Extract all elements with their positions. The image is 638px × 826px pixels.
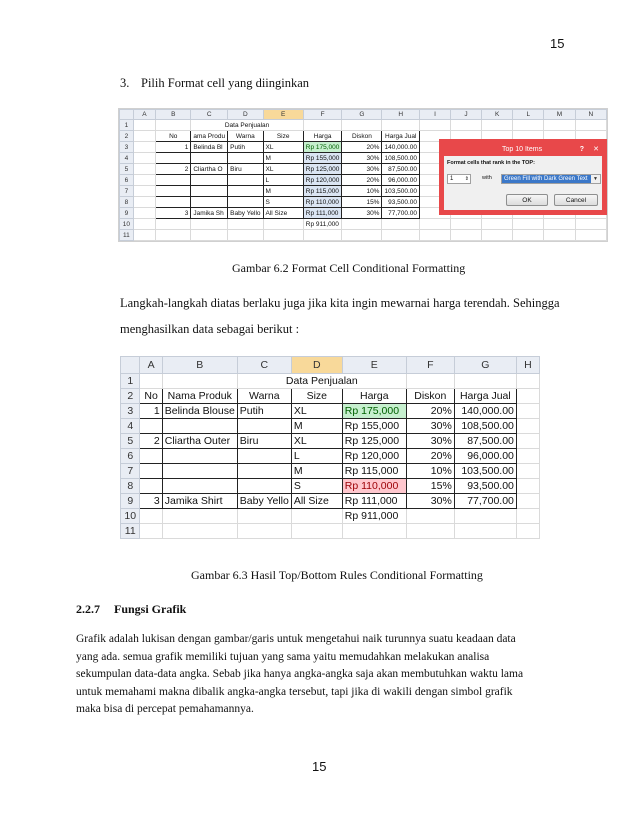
cell[interactable]: 15% bbox=[342, 197, 382, 208]
row-number[interactable]: 8 bbox=[120, 197, 134, 208]
cell[interactable]: 1 bbox=[140, 404, 162, 419]
column-header-n[interactable]: N bbox=[575, 110, 606, 120]
column-header-k[interactable]: K bbox=[482, 110, 513, 120]
table-title[interactable]: Data Penjualan bbox=[237, 374, 406, 389]
cell[interactable]: Rp 120,000 bbox=[342, 449, 406, 464]
row-number[interactable]: 1 bbox=[121, 374, 140, 389]
cell[interactable] bbox=[140, 464, 162, 479]
page-number-bottom: 15 bbox=[312, 759, 327, 774]
cell[interactable]: All Size bbox=[291, 494, 342, 509]
row-number[interactable]: 8 bbox=[121, 479, 140, 494]
cell[interactable] bbox=[191, 197, 228, 208]
cell[interactable]: L bbox=[263, 175, 303, 186]
cell[interactable] bbox=[162, 464, 237, 479]
cell[interactable]: 108,500.00 bbox=[382, 153, 420, 164]
rank-value: 1 bbox=[450, 176, 454, 182]
row-number[interactable]: 4 bbox=[120, 153, 134, 164]
rank-spinner[interactable] bbox=[447, 174, 471, 184]
cell-bottom-highlight[interactable]: Rp 110,000 bbox=[342, 479, 406, 494]
total-cell[interactable]: Rp 911,000 bbox=[303, 219, 342, 230]
cell[interactable]: 1 bbox=[156, 142, 191, 153]
cell[interactable] bbox=[156, 175, 191, 186]
cell[interactable]: 20% bbox=[342, 175, 382, 186]
dialog-title: Top 10 Items bbox=[502, 146, 543, 153]
top-10-items-dialog bbox=[439, 139, 607, 215]
cell[interactable] bbox=[162, 419, 237, 434]
cell[interactable]: 10% bbox=[406, 464, 454, 479]
cell[interactable]: Biru bbox=[237, 434, 291, 449]
paragraph-1-line-2: menghasilkan data sebagai berikut : bbox=[120, 322, 300, 336]
cell[interactable]: 30% bbox=[342, 208, 382, 219]
dialog-prompt: Format cells that rank in the TOP: bbox=[447, 160, 535, 166]
paragraph-2 bbox=[76, 631, 576, 719]
cell[interactable]: Rp 111,000 bbox=[342, 494, 406, 509]
cell[interactable]: 20% bbox=[406, 449, 454, 464]
cell-top-highlight[interactable]: Rp 175,000 bbox=[303, 142, 342, 153]
column-header-g[interactable]: G bbox=[342, 110, 382, 120]
row-number[interactable]: 3 bbox=[120, 142, 134, 153]
cell[interactable] bbox=[237, 464, 291, 479]
cell[interactable]: 87,500.00 bbox=[454, 434, 516, 449]
header-cell[interactable]: Nama Produk bbox=[162, 389, 237, 404]
cell[interactable]: Baby Yello bbox=[237, 494, 291, 509]
format-select[interactable] bbox=[501, 174, 601, 184]
column-header-b[interactable]: B bbox=[156, 110, 191, 120]
format-value: Green Fill with Dark Green Text bbox=[504, 176, 588, 182]
cell[interactable] bbox=[140, 479, 162, 494]
cell[interactable] bbox=[228, 153, 263, 164]
header-cell[interactable]: Diskon bbox=[406, 389, 454, 404]
cell[interactable]: 108,500.00 bbox=[454, 419, 516, 434]
cell-selected[interactable]: Rp 115,000 bbox=[303, 186, 342, 197]
row-number[interactable]: 3 bbox=[121, 404, 140, 419]
header-cell[interactable]: No bbox=[156, 131, 191, 142]
cell-selected[interactable]: Rp 125,000 bbox=[303, 164, 342, 175]
header-cell[interactable]: Size bbox=[263, 131, 303, 142]
row-number[interactable]: 10 bbox=[121, 509, 140, 524]
step-text: Pilih Format cell yang diinginkan bbox=[141, 76, 310, 90]
paragraph-2-line: untuk memahami makna dibalik angka-angka tersebut, tapi jika di wakili dengan simbol grafik bbox=[76, 685, 513, 698]
cell[interactable]: Jamika Sh bbox=[191, 208, 228, 219]
cell[interactable] bbox=[228, 197, 263, 208]
table-row bbox=[121, 434, 540, 449]
cell[interactable]: Cliartha O bbox=[191, 164, 228, 175]
row-number[interactable]: 11 bbox=[121, 524, 140, 539]
column-header-d[interactable]: D bbox=[291, 357, 342, 374]
cell-selected[interactable]: Rp 155,000 bbox=[303, 153, 342, 164]
cell[interactable]: 2 bbox=[140, 434, 162, 449]
cell[interactable]: Belinda Bl bbox=[191, 142, 228, 153]
table-row bbox=[121, 464, 540, 479]
column-header-h[interactable]: H bbox=[516, 357, 539, 374]
corner-cell[interactable] bbox=[121, 357, 140, 374]
step-number: 3. bbox=[120, 76, 130, 90]
cell[interactable]: 103,500.00 bbox=[382, 186, 420, 197]
cell[interactable]: Cliartha Outer bbox=[162, 434, 237, 449]
cell-selected[interactable]: Rp 110,000 bbox=[303, 197, 342, 208]
column-header-b[interactable]: B bbox=[162, 357, 237, 374]
cell[interactable]: Putih bbox=[228, 142, 263, 153]
row-number[interactable]: 7 bbox=[120, 186, 134, 197]
cell[interactable]: Belinda Blouse bbox=[162, 404, 237, 419]
figure-2-spreadsheet bbox=[120, 356, 540, 546]
section-number: 2.2.7 bbox=[76, 602, 100, 616]
row-number[interactable]: 9 bbox=[121, 494, 140, 509]
cell[interactable]: 93,500.00 bbox=[454, 479, 516, 494]
cell[interactable]: 30% bbox=[406, 419, 454, 434]
column-header-d[interactable]: D bbox=[228, 110, 263, 120]
paragraph-2-line: sekumpulan data-data angka. Sebab jika hanya angka-angka saja akan membutuhkan waktu lama bbox=[76, 668, 524, 680]
column-header-i[interactable]: I bbox=[420, 110, 451, 120]
cell[interactable]: 30% bbox=[342, 164, 382, 175]
row-number[interactable]: 5 bbox=[121, 434, 140, 449]
column-header-e[interactable]: E bbox=[263, 110, 303, 120]
page-number-top: 15 bbox=[550, 36, 565, 51]
header-cell[interactable]: Harga Jual bbox=[382, 131, 420, 142]
cell[interactable]: 30% bbox=[406, 494, 454, 509]
table-row bbox=[121, 449, 540, 464]
column-header-c[interactable]: C bbox=[191, 110, 228, 120]
chevron-down-icon[interactable]: ▼ bbox=[591, 175, 600, 184]
column-header-f[interactable]: F bbox=[406, 357, 454, 374]
header-cell[interactable]: Harga bbox=[303, 131, 342, 142]
cell[interactable]: 93,500.00 bbox=[382, 197, 420, 208]
with-label: with bbox=[482, 175, 492, 181]
cell[interactable] bbox=[237, 419, 291, 434]
cell[interactable] bbox=[162, 449, 237, 464]
cell[interactable]: 2 bbox=[156, 164, 191, 175]
cell[interactable]: L bbox=[291, 449, 342, 464]
cell[interactable] bbox=[237, 479, 291, 494]
cell[interactable]: 3 bbox=[156, 208, 191, 219]
row-number[interactable]: 7 bbox=[121, 464, 140, 479]
cell[interactable] bbox=[156, 186, 191, 197]
cell[interactable]: 20% bbox=[342, 142, 382, 153]
cell[interactable]: 77,700.00 bbox=[382, 208, 420, 219]
cell[interactable]: 140,000.00 bbox=[454, 404, 516, 419]
header-cell[interactable]: No bbox=[140, 389, 162, 404]
header-cell[interactable]: Warna bbox=[228, 131, 263, 142]
column-header-a[interactable]: A bbox=[133, 110, 155, 120]
cell[interactable]: XL bbox=[263, 164, 303, 175]
column-header-c[interactable]: C bbox=[237, 357, 291, 374]
cell[interactable]: 20% bbox=[406, 404, 454, 419]
cell[interactable]: M bbox=[291, 464, 342, 479]
cell[interactable]: M bbox=[291, 419, 342, 434]
paragraph-2-line: yang ada. semua grafik memiliki tujuan yang sama yaitu memudahkan melakukan analisa bbox=[76, 650, 490, 663]
table-title[interactable]: Data Penjualan bbox=[191, 120, 303, 131]
header-cell[interactable]: Warna bbox=[237, 389, 291, 404]
cell[interactable]: S bbox=[291, 479, 342, 494]
close-icon[interactable]: ✕ bbox=[593, 146, 599, 153]
column-header-g[interactable]: G bbox=[454, 357, 516, 374]
table-row bbox=[121, 494, 540, 509]
header-cell[interactable]: Diskon bbox=[342, 131, 382, 142]
header-cell[interactable]: Harga bbox=[342, 389, 406, 404]
row-number[interactable]: 1 bbox=[120, 120, 134, 131]
row-number[interactable]: 2 bbox=[121, 389, 140, 404]
paragraph-2-line: maka bisa di percepat pemahamannya. bbox=[76, 703, 254, 715]
cell-selected[interactable]: Rp 120,000 bbox=[303, 175, 342, 186]
cell[interactable]: Putih bbox=[237, 404, 291, 419]
cell[interactable]: 96,000.00 bbox=[454, 449, 516, 464]
caption-figure-6-3: Gambar 6.3 Hasil Top/Bottom Rules Conditional Formatting bbox=[191, 568, 483, 582]
cell[interactable]: M bbox=[263, 186, 303, 197]
spreadsheet-grid-2 bbox=[120, 356, 540, 539]
table-row bbox=[121, 479, 540, 494]
total-cell[interactable]: Rp 911,000 bbox=[342, 509, 406, 524]
cell[interactable]: 10% bbox=[342, 186, 382, 197]
cell[interactable]: Rp 125,000 bbox=[342, 434, 406, 449]
cell[interactable]: XL bbox=[291, 434, 342, 449]
ok-button[interactable]: OK bbox=[506, 194, 548, 206]
cell-top-highlight[interactable]: Rp 175,000 bbox=[342, 404, 406, 419]
spinner-icon[interactable]: ⇕ bbox=[464, 176, 469, 182]
row-number[interactable]: 4 bbox=[121, 419, 140, 434]
caption-figure-6-2: Gambar 6.2 Format Cell Conditional Formatting bbox=[232, 261, 466, 275]
column-header-f[interactable]: F bbox=[303, 110, 342, 120]
cell[interactable] bbox=[140, 419, 162, 434]
cell[interactable]: Baby Yello bbox=[228, 208, 263, 219]
cell[interactable]: Biru bbox=[228, 164, 263, 175]
paragraph-1-line-1: Langkah-langkah diatas berlaku juga jika kita ingin mewarnai harga terendah. Sehingga bbox=[120, 296, 560, 310]
cell[interactable]: 15% bbox=[406, 479, 454, 494]
row-number[interactable]: 10 bbox=[120, 219, 134, 230]
cell[interactable]: 103,500.00 bbox=[454, 464, 516, 479]
corner-cell[interactable] bbox=[120, 110, 134, 120]
column-header-j[interactable]: J bbox=[450, 110, 481, 120]
cell[interactable]: XL bbox=[263, 142, 303, 153]
cell[interactable] bbox=[156, 197, 191, 208]
table-row bbox=[121, 404, 540, 419]
cell[interactable]: M bbox=[263, 153, 303, 164]
table-row bbox=[121, 419, 540, 434]
cell[interactable]: Rp 155,000 bbox=[342, 419, 406, 434]
column-header-e[interactable]: E bbox=[342, 357, 406, 374]
cell[interactable] bbox=[228, 186, 263, 197]
cell[interactable] bbox=[162, 479, 237, 494]
cell[interactable]: Rp 115,000 bbox=[342, 464, 406, 479]
cell[interactable]: All Size bbox=[263, 208, 303, 219]
cell[interactable] bbox=[191, 175, 228, 186]
row-number[interactable]: 2 bbox=[120, 131, 134, 142]
cancel-button[interactable]: Cancel bbox=[554, 194, 598, 206]
cell[interactable] bbox=[228, 175, 263, 186]
cell[interactable] bbox=[156, 153, 191, 164]
row-number[interactable]: 9 bbox=[120, 208, 134, 219]
row-number[interactable]: 6 bbox=[121, 449, 140, 464]
cell[interactable]: 96,000.00 bbox=[382, 175, 420, 186]
cell[interactable] bbox=[191, 153, 228, 164]
dialog-titlebar bbox=[444, 144, 602, 156]
figure-1-spreadsheet bbox=[118, 108, 608, 242]
row-number[interactable]: 11 bbox=[120, 230, 134, 241]
cell[interactable]: 87,500.00 bbox=[382, 164, 420, 175]
section-title: Fungsi Grafik bbox=[114, 602, 187, 616]
column-header-l[interactable]: L bbox=[513, 110, 544, 120]
cell[interactable]: 77,700.00 bbox=[454, 494, 516, 509]
row-number[interactable]: 6 bbox=[120, 175, 134, 186]
column-header-a[interactable]: A bbox=[140, 357, 162, 374]
cell[interactable]: 3 bbox=[140, 494, 162, 509]
cell[interactable] bbox=[191, 186, 228, 197]
cell[interactable]: Jamika Shirt bbox=[162, 494, 237, 509]
help-icon[interactable]: ? bbox=[579, 146, 584, 153]
cell[interactable] bbox=[237, 449, 291, 464]
cell[interactable] bbox=[140, 449, 162, 464]
cell[interactable]: XL bbox=[291, 404, 342, 419]
column-header-h[interactable]: H bbox=[382, 110, 420, 120]
row-number[interactable]: 5 bbox=[120, 164, 134, 175]
cell[interactable]: 140,000.00 bbox=[382, 142, 420, 153]
paragraph-2-line: Grafik adalah lukisan dengan gambar/garis untuk mengetahui naik turunnya suatu keadaan data bbox=[76, 633, 516, 645]
column-header-m[interactable]: M bbox=[544, 110, 575, 120]
header-cell[interactable]: Size bbox=[291, 389, 342, 404]
header-cell[interactable]: ama Produ bbox=[191, 131, 228, 142]
header-cell[interactable]: Harga Jual bbox=[454, 389, 516, 404]
cell[interactable]: S bbox=[263, 197, 303, 208]
cell-selected[interactable]: Rp 111,000 bbox=[303, 208, 342, 219]
cell[interactable]: 30% bbox=[342, 153, 382, 164]
cell[interactable]: 30% bbox=[406, 434, 454, 449]
